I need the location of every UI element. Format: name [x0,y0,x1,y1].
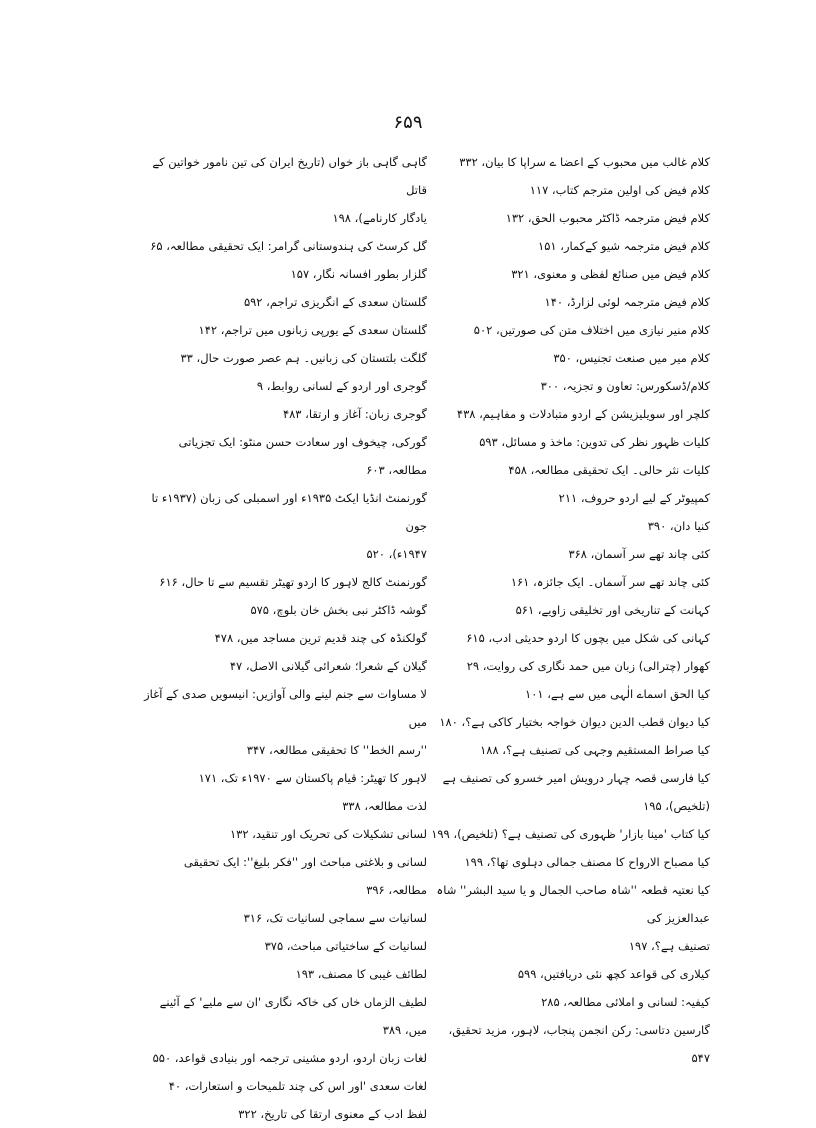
index-entry: لذت مطالعہ، ۳۳۸ [342,799,427,813]
index-entry-continuation: تصنیف ہے؟، ۱۹۷ [628,939,710,953]
index-entry: کلام غالب میں محبوب کے اعضا ے سراپا کا بیان، ۳۳۲ [459,155,710,169]
index-entry: گلزار بطور افسانہ نگار، ۱۵۷ [290,267,427,281]
index-entry: کمپیوٹر کے لیے اردو حروف، ۲۱۱ [558,491,710,505]
index-entry: لطیف الزماں خاں کی خاکہ نگاری 'ان سے ملیے' کے آئینے [159,995,427,1009]
index-entry: لا مساوات سے جنم لینے والی آوازیں: انیسویں صدی کے آغاز میں [144,687,427,729]
index-entry: کلام فیض مترجمہ لوئی لزارڈ، ۱۴۰ [544,295,710,309]
index-entry: کلام منیر نیازی میں اختلاف متن کی صورتیں، ۵۰۲ [473,323,710,337]
index-entry: کیا کتاب 'مینا بازار' ظہوری کی تصنیف ہے؟ (تلخیص)، ۱۹۹ [431,827,710,841]
index-entry: لفظ ادب کے معنوی ارتقا کی تاریخ، ۳۲۲ [238,1107,427,1121]
index-entry: لسانی و بلاغتی مباحث اور ''فکر بلیغ'': ایک تحقیقی مطالعہ، ۳۹۶ [183,855,427,897]
page-number: ۶۵۹ [393,112,423,133]
index-entry: لسانیات سے سماجی لسانیات تک، ۳۱۶ [243,911,427,925]
index-entry: کیا دیوان قطب الدین دیوان خواجہ بختیار کاکی ہے؟، ۱۸۰ [439,715,710,729]
index-entry: کلام فیض مترجمہ ڈاکٹر محبوب الحق، ۱۳۲ [505,211,710,225]
index-entry: کیلاری کی قواعد کچھ نئی دریافتیں، ۵۹۹ [517,967,710,981]
index-entry: کیا صراط المستقیم وجہی کی تصنیف ہے؟، ۱۸۸ [480,743,710,757]
index-entry: گورکی، چیخوف اور سعادت حسن منٹو: ایک تجزیاتی مطالعہ، ۶۰۳ [178,435,427,477]
index-entry: کلچر اور سویلیزیشن کے اردو متبادلات و مفاہیم، ۴۳۸ [456,407,710,421]
index-entry-continuation: ''رسم الخط'' کا تحقیقی مطالعہ، ۳۴۷ [246,743,427,757]
index-entry-continuation: ۱۹۴۷ء)، ۵۲۰ [366,547,427,561]
index-entry: کلیات نثر حالی۔ ایک تحقیقی مطالعہ، ۴۵۸ [508,463,710,477]
index-entry: گوشہ ڈاکٹر نبی بخش خان بلوچ، ۵۷۵ [250,603,427,617]
index-entry: گلگت بلتستان کی زبانیں۔ ہم عصر صورت حال، ۳۳ [180,351,427,365]
index-entry: کلام/ڈسکورس: تعاون و تجزیہ، ۳۰۰ [540,379,710,393]
index-entry: لغات سعدی 'اور اس کی چند تلمیحات و استعارات، ۴۰ [168,1079,427,1093]
index-entry: لطائف غیبی کا مصنف، ۱۹۳ [295,967,427,981]
index-entry: کیا الحق اسماے الٰہی میں سے ہے، ۱۰۱ [525,687,710,701]
index-column-right [430,148,710,1072]
index-entry: گلستان سعدی کے یورپی زبانوں میں تراجم، ۱۴۲ [198,323,427,337]
index-entry: کھوار (چترالی) زبان میں حمد نگاری کی روایت، ۲۹ [466,659,710,673]
index-entry: لسانیات کے ساختیاتی مباحث، ۳۷۵ [264,939,427,953]
index-entry: کیا نعتیہ قطعہ ''شاہ صاحب الجمال و یا سید البشر'' شاہ عبدالعزیز کی [436,883,710,925]
index-entry: گولکنڈہ کی چند قدیم ترین مساجد میں، ۴۷۸ [214,631,427,645]
index-entry: کلام فیض مترجمہ شیو کےکمار، ۱۵۱ [538,239,710,253]
index-entry: کہانت کے تناریخی اور تخلیقی زاویے، ۵۶۱ [515,603,710,617]
index-entry: کیا فارسی قصہ چہار درویش امیر خسرو کی تصنیف ہے (تلخیص)، ۱۹۵ [442,771,710,813]
index-entry: کئی چاند تھے سر آسمان، ۳۶۸ [568,547,710,561]
index-entry: کنیا دان، ۳۹۰ [647,519,710,533]
index-entry: گوجری اور اردو کے لسانی روابط، ۹ [256,379,427,393]
index-entry: لغات زبان اردو، اردو مشینی ترجمہ اور بنیادی قواعد، ۵۵۰ [152,1051,427,1065]
index-entry: کئی چاند تھے سر آسماں۔ ایک جائزہ، ۱۶۱ [510,575,710,589]
index-entry: گل کرسٹ کی ہندوستانی گرامر: ایک تحقیقی مطالعہ، ۶۵ [150,239,427,253]
index-entry: گیلان کے شعرا؛ شعرائی گیلانی الاصل، ۴۷ [229,659,427,673]
index-entry: کلیات ظہور نظر کی تدوین: ماخذ و مسائل، ۵۹۳ [479,435,710,449]
index-entry: گارسین دتاسی: رکن انجمن پنجاب، لاہور، مزید تحقیق، ۵۴۷ [448,1023,710,1065]
index-entry: کہانی کی شکل میں بچوں کا اردو حدیثی ادب، ۶۱۵ [466,631,710,645]
index-entry: کلام فیض کی اولین مترجم کتاب، ۱۱۷ [529,183,710,197]
index-entry: لاہور کا تھیٹر: قیام پاکستان سے ۱۹۷۰ء تک، ۱۷۱ [198,771,427,785]
index-entry-continuation: یادگار کارنامے)، ۱۹۸ [332,211,427,225]
index-entry: گلستان سعدی کے انگریزی تراجم، ۵۹۲ [243,295,427,309]
index-entry: گورنمنٹ انڈیا ایکٹ ۱۹۳۵ء اور اسمبلی کی زبان (۱۹۳۷ء تا جون [151,491,427,533]
index-entry: گورنمنٹ کالج لاہور کا اردو تھیٹر تقسیم سے تا حال، ۶۱۶ [159,575,427,589]
index-entry-continuation: میں، ۳۸۹ [382,1023,427,1037]
index-entry: کیا مصباح الارواح کا مصنف جمالی دہلوی تھا؟، ۱۹۹ [464,855,710,869]
index-column-left [142,148,427,1128]
index-entry: لسانی تشکیلات کی تحریک اور تنقید، ۱۳۲ [229,827,427,841]
index-entry: گاہی گاہی باز خواں (تاریخ ایران کی تین نامور خواتین کے قاتل [152,155,427,197]
index-entry: کیفیہ: لسانی و املائی مطالعہ، ۲۸۵ [541,995,710,1009]
index-entry: گوجری زبان: آغاز و ارتقا، ۴۸۳ [282,407,427,421]
index-entry: کلام فیض میں صنائع لفظی و معنوی، ۳۲۱ [511,267,710,281]
index-entry: کلام میر میں صنعت تجنیس، ۳۵۰ [553,351,710,365]
